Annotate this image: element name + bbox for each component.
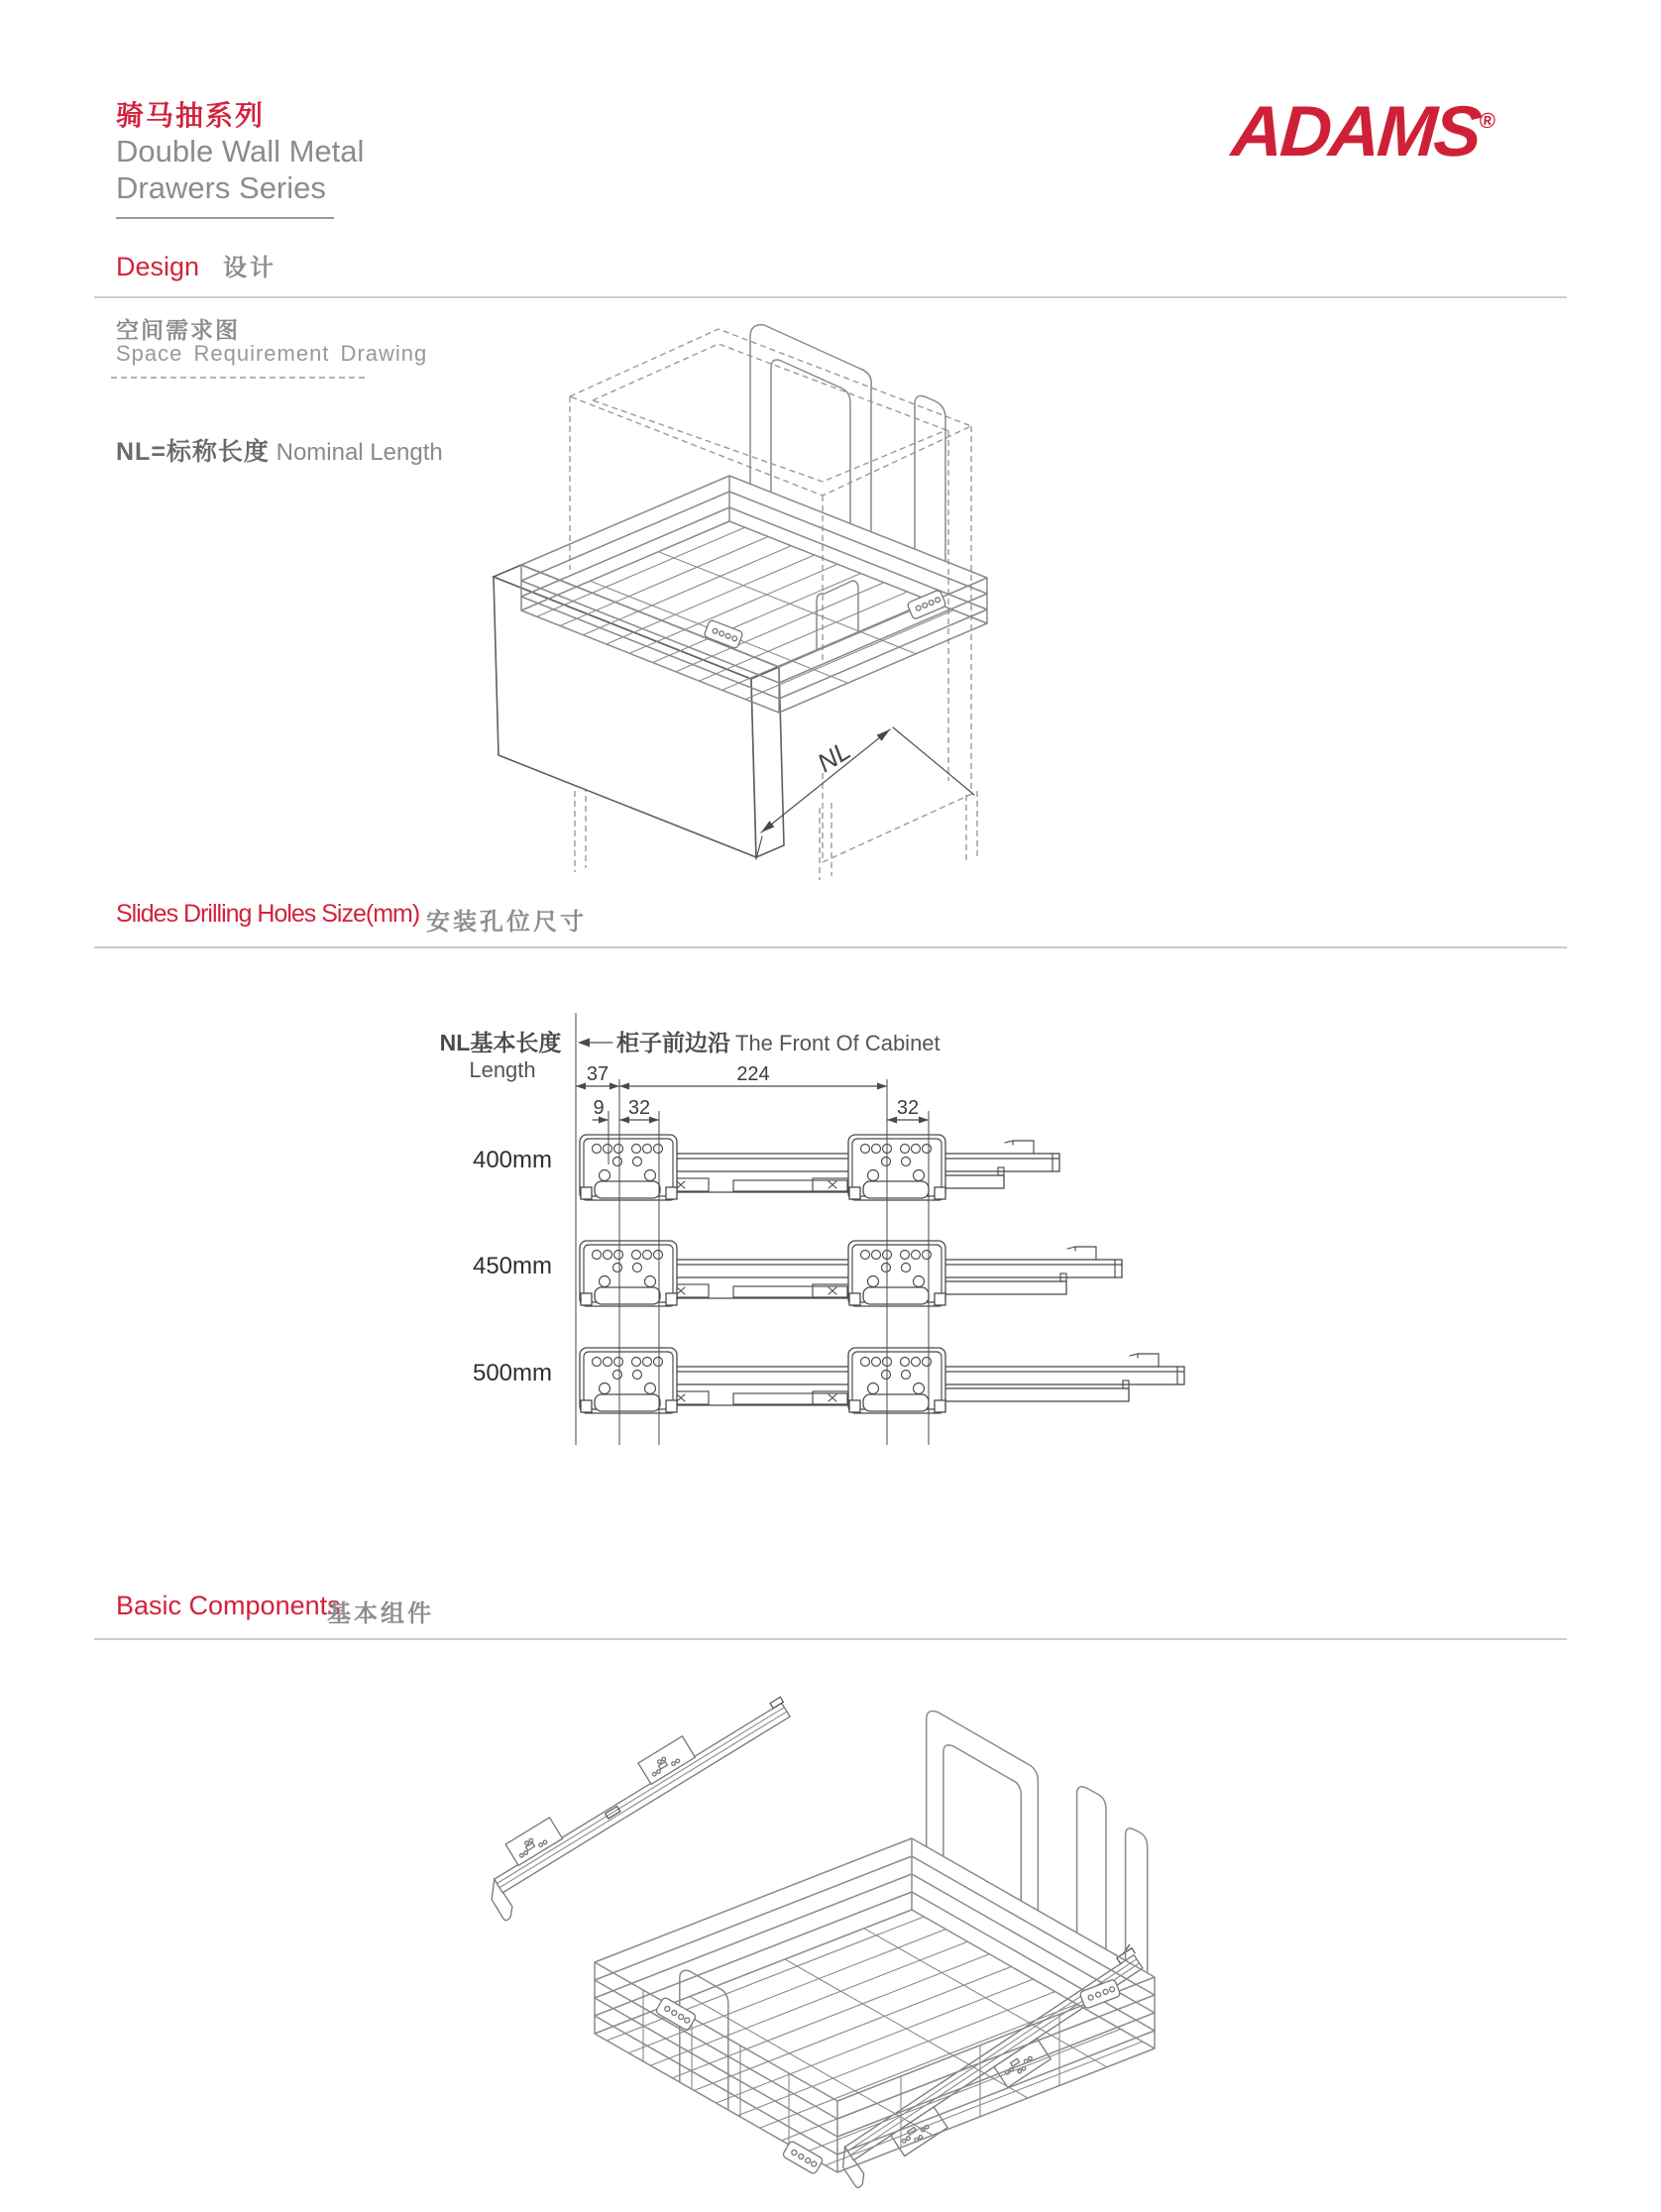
slide-rail-left	[471, 1682, 805, 1922]
design-title-en: Design	[116, 252, 200, 281]
slide-row-400	[473, 1135, 1059, 1200]
series-title-en-line2: Drawers Series	[116, 170, 326, 205]
series-title-en	[116, 133, 364, 206]
nominal-length-note-zh: NL=标称长度	[116, 438, 270, 466]
space-requirement-zh: 空间需求图	[116, 317, 240, 343]
header-divider	[116, 217, 334, 219]
dim-9: 9	[593, 1097, 605, 1119]
slide-row-450	[473, 1241, 1122, 1306]
slide-row-500	[473, 1348, 1184, 1413]
dashed-divider	[111, 377, 365, 379]
design-section-header	[116, 248, 277, 282]
basic-title-en: Basic Components	[116, 1591, 341, 1620]
brand-logo	[1229, 91, 1497, 172]
dim-32-right: 32	[896, 1097, 920, 1119]
nominal-length-note	[116, 432, 443, 468]
basic-components-drawing	[416, 1665, 1239, 2210]
basket-tab	[782, 2141, 824, 2175]
series-title-en-line1: Double Wall Metal	[116, 134, 365, 168]
space-requirement-drawing	[426, 307, 1120, 902]
dim-32-left: 32	[627, 1097, 651, 1119]
row-label-500: 500mm	[472, 1360, 552, 1386]
nominal-length-note-en: Nominal Length	[276, 439, 443, 466]
dim-224: 224	[736, 1063, 770, 1085]
basic-title-zh: 基本组件	[327, 1601, 434, 1627]
row-label-450: 450mm	[472, 1253, 552, 1279]
brand-logo-text: ADAMS	[1229, 92, 1482, 171]
space-requirement-en: Space Requirement Drawing	[116, 341, 428, 366]
basic-divider	[94, 1638, 1567, 1640]
nl-dimension-label: NL	[812, 735, 856, 779]
front-edge-label-en: The Front Of Cabinet	[735, 1031, 941, 1055]
nl-dimension	[756, 727, 974, 859]
registered-mark: ®	[1478, 108, 1496, 133]
axis-label-zh: NL基本长度	[439, 1030, 562, 1055]
drawer-front-panel	[494, 565, 784, 857]
axis-label-en: Length	[469, 1057, 536, 1082]
dim-37: 37	[586, 1063, 609, 1085]
row-label-400: 400mm	[472, 1147, 552, 1173]
front-edge-label-zh: 柜子前边沿	[616, 1030, 730, 1055]
series-title-zh: 骑马抽系列	[116, 100, 266, 131]
design-divider	[94, 296, 1567, 298]
design-title-zh: 设计	[223, 255, 277, 281]
slides-divider	[94, 946, 1567, 948]
slides-title-en: Slides Drilling Holes Size(mm)	[116, 900, 420, 928]
drilling-holes-diagram	[436, 1006, 1229, 1462]
slides-title-zh: 安装孔位尺寸	[426, 909, 587, 936]
